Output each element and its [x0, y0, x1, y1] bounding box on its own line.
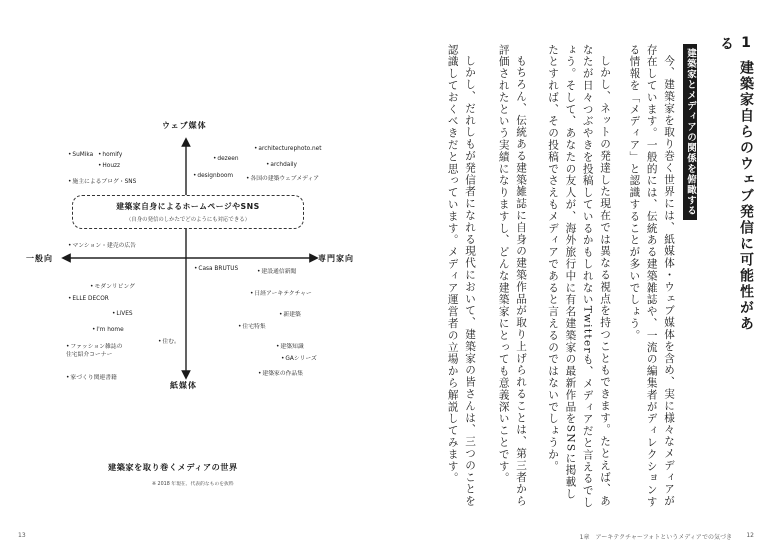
media-item: • モダンリビング [90, 281, 135, 290]
page-number-right: 12 [746, 532, 754, 539]
body-paragraph: 今、建築家を取り巻く世界には、紙媒体・ウェブ媒体を含め、実に様々なメディアが存在しています。一般的には、伝統ある建築雑誌や、一流の編集者がディレクションする情報を「メディア」と認識することが多いでしょう。 [628, 44, 675, 509]
media-item: • SuMika [68, 152, 93, 158]
text-page [384, 0, 768, 558]
media-item: • 住む。 [158, 336, 180, 345]
media-item: • 建築知識 [276, 341, 304, 350]
media-item: • architecturephoto.net [254, 146, 321, 152]
media-item: • 家づくり関連書籍 [66, 372, 117, 381]
media-item: • 日経アーキテクチャー [250, 288, 312, 297]
axis-label-top: ウェブ媒体 [162, 121, 207, 130]
running-footer: 1章 アーキテクチャーフォトというメディアでの気づき [579, 534, 732, 541]
media-item: • 建設通信新聞 [257, 266, 296, 275]
center-box-title: 建築家自身によるホームページやSNS [116, 202, 260, 211]
media-item: • I'm home [92, 327, 124, 333]
media-item: • Houzz [98, 163, 120, 169]
body-paragraph: しかし、ネットの発達した現在では異なる視点を持つこともできます。たとえば、あなたが日々つぶやきを投稿しているかもしれないTwitterも、メディアだと言えるでしょう。そして、あなたの友人が、海外旅行中に有名建築家の最新作品をSNSに掲載したとすれば、その投稿でさえもメディアであると言えるのではないでしょうか。 [547, 44, 611, 509]
center-box-subtitle: （自身の発信のしかたでどのようにも対応できる） [126, 217, 250, 223]
media-item: • 各国の建築ウェブメディア [246, 173, 319, 182]
media-item: • 新建築 [279, 309, 301, 318]
media-item: • GAシリーズ [281, 353, 317, 362]
body-paragraph: しかし、だれしもが発信者になれる現代において、建築家の皆さんは、三つのことを認識しておくべきだと思っています。メディア運営者の立場から解説してみます。 [446, 44, 476, 507]
diagram-note: ※ 2018 年現在、代表的なものを抜粋 [152, 482, 234, 487]
media-item: • Casa BRUTUS [194, 266, 238, 272]
media-item: • designboom [193, 173, 233, 179]
axis-label-right: 専門家向 [318, 254, 354, 263]
center-box [72, 195, 304, 229]
body-paragraph: もちろん、伝統ある建築雑誌に自身の建築作品が取り上げられることは、第三者から評価されたという実績になりますし、どんな建築家にとっても意義深いことです。 [497, 44, 527, 507]
diagram-caption: 建築家を取り巻くメディアの世界 [108, 462, 238, 472]
axis-label-left: 一般向 [26, 254, 53, 263]
media-item: • 施主によるブログ・SNS [68, 176, 136, 185]
section-label: 建築家とメディアの関係を俯瞰する [683, 44, 697, 220]
media-item: • ファッション雑誌の 住宅紹介コーナー [66, 343, 122, 359]
chapter-number: 1 [741, 36, 751, 50]
media-item: • homify [98, 152, 122, 158]
axis-label-bottom: 紙媒体 [170, 381, 197, 390]
media-item: • マンション・建売の広告 [68, 240, 136, 249]
chapter-heading [716, 36, 756, 336]
chapter-title: 建築家自らのウェブ発信に可能性がある [718, 36, 754, 332]
media-item: • archdaily [266, 162, 297, 168]
media-item: • LiVES [112, 311, 133, 317]
media-item: • 建築家の作品集 [258, 368, 303, 377]
media-item: • ELLE DECOR [68, 296, 109, 302]
page-number-left: 13 [18, 532, 26, 539]
media-item: • 住宅特集 [238, 321, 266, 330]
media-item: • dezeen [213, 156, 239, 162]
